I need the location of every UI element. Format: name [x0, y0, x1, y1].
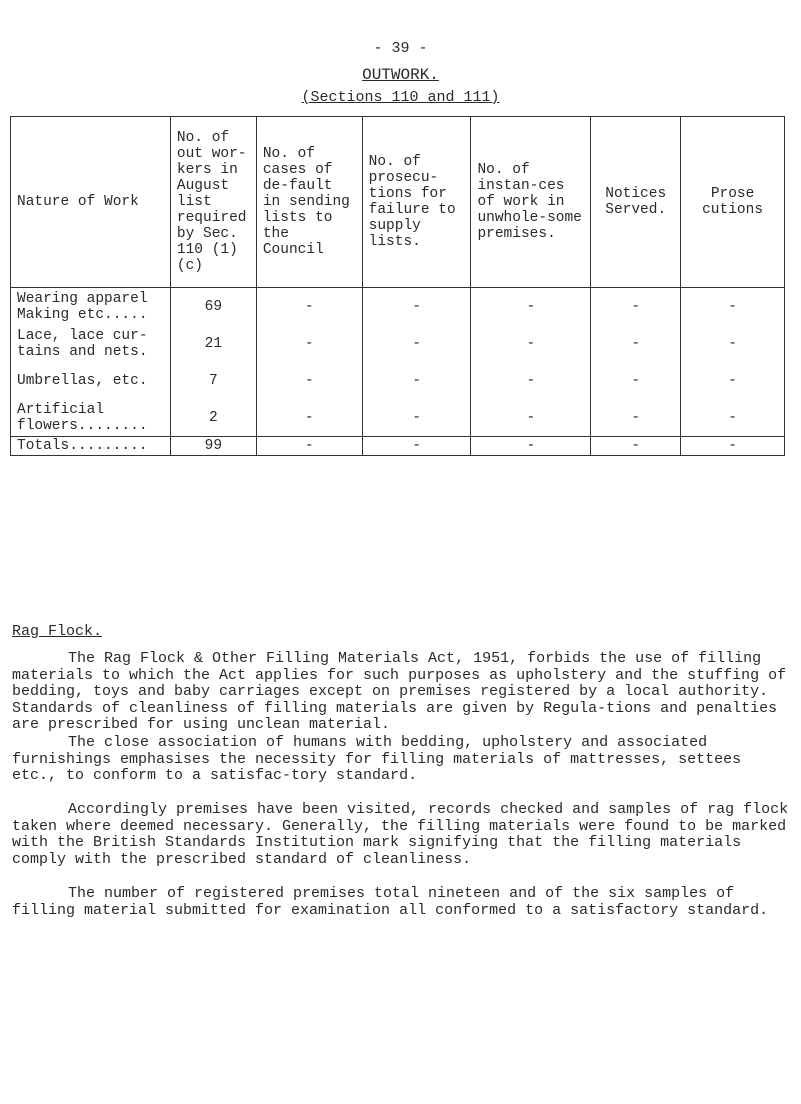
totals-defaults: - — [256, 437, 362, 456]
cell-unwholesome: - — [471, 288, 591, 326]
cell-defaults: - — [256, 362, 362, 399]
paragraph — [12, 735, 792, 785]
cell-prosecutions: - — [681, 399, 785, 437]
paragraph-text: The Rag Flock & Other Filling Materials Act, 1951, forbids the use of filling materials to which the Act applies for such purposes as upholstery and the stuffing of bedding, toys and baby carriages except on premises registered by a local authority. Standards of cleanliness of filling materials are given by Regula-tions and penalties are prescribed for using unclean material. — [12, 650, 787, 734]
cell-workers: 2 — [170, 399, 256, 437]
totals-workers: 99 — [170, 437, 256, 456]
paragraph — [12, 802, 792, 868]
cell-nature: Umbrellas, etc. — [11, 362, 171, 399]
cell-prosecutions-lists: - — [362, 399, 471, 437]
totals-label: Totals......... — [11, 437, 171, 456]
cell-notices: - — [591, 325, 681, 362]
cell-unwholesome: - — [471, 325, 591, 362]
cell-workers: 69 — [170, 288, 256, 326]
totals-row — [11, 437, 785, 456]
table-row — [11, 362, 785, 399]
outwork-table — [10, 116, 785, 456]
paragraph — [12, 886, 792, 919]
cell-workers: 7 — [170, 362, 256, 399]
page-subheading: (Sections 110 and 111) — [301, 89, 500, 106]
cell-prosecutions: - — [681, 288, 785, 326]
cell-notices: - — [591, 288, 681, 326]
paragraph-text: The number of registered premises total nineteen and of the six samples of filling material submitted for examination all conformed to a satisfactory standard. — [12, 885, 769, 919]
section-title-rag-flock: Rag Flock. — [12, 623, 103, 640]
header-prosecutions: Prose cutions — [681, 117, 785, 288]
cell-prosecutions: - — [681, 362, 785, 399]
cell-prosecutions: - — [681, 325, 785, 362]
cell-nature: Wearing apparel Making etc..... — [11, 288, 171, 326]
header-unwholesome-premises: No. of instan-ces of work in unwhole-some premises. — [471, 117, 591, 288]
cell-nature: Lace, lace cur-tains and nets. — [11, 325, 171, 362]
totals-notices: - — [591, 437, 681, 456]
cell-defaults: - — [256, 399, 362, 437]
paragraph — [12, 651, 792, 734]
header-default-cases: No. of cases of de-fault in sending lists to the Council — [256, 117, 362, 288]
header-notices-served: Notices Served. — [591, 117, 681, 288]
cell-unwholesome: - — [471, 399, 591, 437]
table-row — [11, 399, 785, 437]
cell-prosecutions-lists: - — [362, 362, 471, 399]
cell-unwholesome: - — [471, 362, 591, 399]
page-heading: OUTWORK. — [362, 66, 439, 84]
cell-defaults: - — [256, 288, 362, 326]
cell-workers: 21 — [170, 325, 256, 362]
header-outworkers-count: No. of out wor-kers in August list required by Sec. 110 (1) (c) — [170, 117, 256, 288]
cell-defaults: - — [256, 325, 362, 362]
page-number: - 39 - — [373, 40, 428, 57]
table-header-row — [11, 117, 785, 288]
cell-notices: - — [591, 399, 681, 437]
paragraph-text: The close association of humans with bedding, upholstery and associated furnishings emphasises the necessity for filling materials of mattresses, settees etc., to conform to a satisfac-tory standard. — [12, 734, 742, 785]
cell-nature: Artificial flowers........ — [11, 399, 171, 437]
totals-prosecutions: - — [681, 437, 785, 456]
cell-prosecutions-lists: - — [362, 288, 471, 326]
table-row — [11, 288, 785, 326]
header-nature-of-work: Nature of Work — [11, 117, 171, 288]
paragraph-text: Accordingly premises have been visited, records checked and samples of rag flock taken where deemed necessary. Generally, the filling materials were found to be marked with the British Standards Institution mark signifying that the filling materials comply with the prescribed standard of cleanliness. — [12, 801, 789, 868]
table-row — [11, 325, 785, 362]
totals-unwholesome: - — [471, 437, 591, 456]
header-prosecutions-lists: No. of prosecu-tions for failure to supply lists. — [362, 117, 471, 288]
totals-prosecutions-lists: - — [362, 437, 471, 456]
cell-notices: - — [591, 362, 681, 399]
cell-prosecutions-lists: - — [362, 325, 471, 362]
